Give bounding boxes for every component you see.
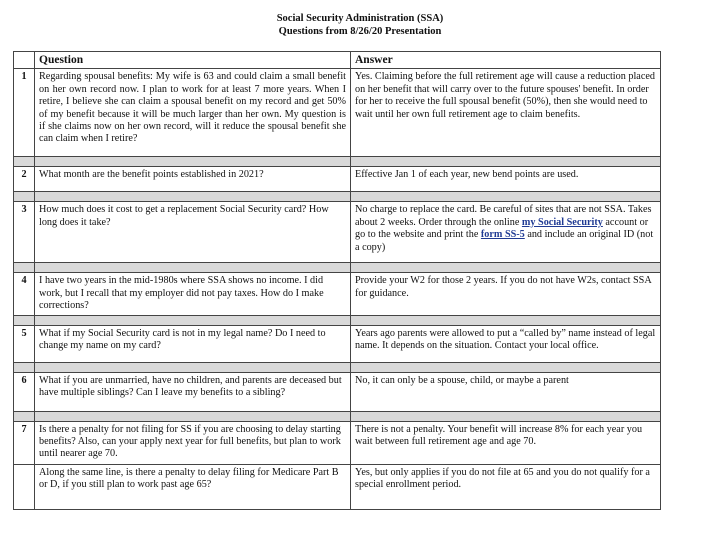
question-cell: Regarding spousal benefits: My wife is 63 and could claim a small benefit on her own record now. I plan to work for at least 7 more years. When I retire, I believe she can claim a spousal benefit on my record and get 50% of my benefit because it will be much larger than her own. My question is if she claims now on her own record, will it reduce the spousal benefit she can claim when I retire? <box>35 69 351 157</box>
answer-text: account or go to the website and print the <box>355 216 649 241</box>
answer-cell: No, it can only be a spouse, child, or maybe a parent <box>351 372 661 411</box>
row-number: 3 <box>14 202 35 263</box>
separator-row <box>14 192 661 202</box>
question-cell: How much does it cost to get a replacement Social Security card? How long does it take? <box>35 202 351 263</box>
answer-cell: Effective Jan 1 of each year, new bend points are used. <box>351 167 661 192</box>
followup-answer-cell: Yes, but only applies if you do not file at 65 and you do not qualify for a special enrollment period. <box>351 464 661 509</box>
form-ss5-link[interactable]: form SS-5 <box>480 229 525 241</box>
row-number-blank <box>14 464 35 509</box>
table-row <box>14 273 661 315</box>
question-cell: What if my Social Security card is not in my legal name? Do I need to change my name on my card? <box>35 325 351 362</box>
row-number: 2 <box>14 167 35 192</box>
table-row-followup <box>14 464 661 509</box>
row-number: 5 <box>14 325 35 362</box>
answer-text: and include an original ID (not a copy) <box>355 229 654 253</box>
table-row <box>14 167 661 192</box>
separator-row <box>14 157 661 167</box>
followup-question-cell: Along the same line, is there a penalty to delay filing for Medicare Part B or D, if you still plan to work past age 65? <box>35 464 351 509</box>
question-header: Question <box>35 52 351 69</box>
answer-cell <box>351 202 661 263</box>
answer-cell: Years ago parents were allowed to put a “called by” name instead of legal name. It depends on the situation. Contact your local office. <box>351 325 661 362</box>
table-row <box>14 69 661 157</box>
answer-cell: Provide your W2 for those 2 years. If you do not have W2s, contact SSA for guidance. <box>351 273 661 315</box>
answer-cell: Yes. Claiming before the full retirement age will cause a reduction placed on her benefit that will carry over to the future spouses' benefit. In order for her to receive the full spousal benefit (50%), then she would need to wait until her own full retirement age to claim benefits. <box>351 69 661 157</box>
answer-cell: There is not a penalty. Your benefit will increase 8% for each year you wait between full retirement age and age 70. <box>351 421 661 464</box>
answer-text: No charge to replace the card. Be careful of sites that are not SSA. Takes about 2 weeks. Order through the online <box>355 204 652 228</box>
row-number: 7 <box>14 421 35 464</box>
question-cell: Is there a penalty for not filing for SS if you are choosing to delay starting benefits? Also, can your apply next year for full benefits, but plan to work until nearer age 70. <box>35 421 351 464</box>
page-header <box>0 0 720 38</box>
separator-row <box>14 263 661 273</box>
table-row <box>14 372 661 411</box>
separator-row <box>14 315 661 325</box>
page-subtitle: Questions from 8/26/20 Presentation <box>278 26 442 37</box>
row-number: 4 <box>14 273 35 315</box>
table-header-row <box>14 52 661 69</box>
answer-header: Answer <box>351 52 661 69</box>
question-cell: What month are the benefit points established in 2021? <box>35 167 351 192</box>
question-cell: What if you are unmarried, have no children, and parents are deceased but have multiple siblings? Can I leave my benefits to a sibling? <box>35 372 351 411</box>
table-row <box>14 202 661 263</box>
separator-row <box>14 362 661 372</box>
row-number: 6 <box>14 372 35 411</box>
table-row <box>14 325 661 362</box>
row-number: 1 <box>14 69 35 157</box>
my-social-security-link[interactable]: my Social Security <box>521 216 603 228</box>
table-row <box>14 421 661 464</box>
separator-row <box>14 411 661 421</box>
question-cell: I have two years in the mid-1980s where SSA shows no income. I did work, but I recall that my employer did not pay taxes. How do I make corrections? <box>35 273 351 315</box>
qa-table <box>13 51 661 510</box>
page-title: Social Security Administration (SSA) <box>276 13 444 24</box>
number-header <box>14 52 35 69</box>
